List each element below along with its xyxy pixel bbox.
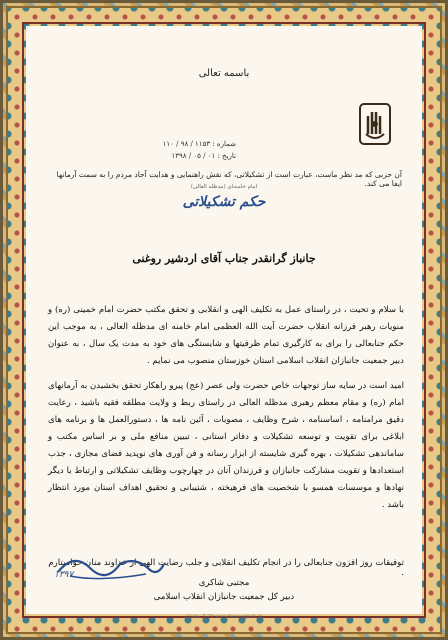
document-content xyxy=(26,26,422,620)
letter-meta xyxy=(86,138,236,162)
recipient-line: جانباز گرانقدر جناب آقای اردشیر روغنی xyxy=(132,252,316,265)
body-paragraph-1: با سلام و تحیت ، در راستای عمل به تکلیف الهی و انقلابی و تحقق مکتب حضرت امام خمینی (ره) و منویات رهبر فرزانه انقلاب حضرت آیت الله العظمی امام خامنه ای مدظله العالی ، به موجب این حکم جنابعالی را برای به کارگیری تمام ظرفیتها و شایستگی های خود به مدت یک سال ، به عنوان دبیر جمعیت جانبازان انقلاب اسلامی استان خوزستان منصوب می نمایم . xyxy=(48,305,404,366)
body-paragraph-2: امید است در سایه ساز توجهات خاص حضرت ولی عصر (عج) پیرو راهکار تحقق بخشیدن به آرمانهای امام (ره) و مقام معظم رهبری مدظله العالی در راستای ربط و ولایت مطلقه فقیه باشید ، رعایت دقیق مرامنامه ، اساسنامه ، شرح وظایف ، مصوبات ، آئین نامه ها ، دستورالعمل ها و برنامه های ابلاغی برای تقویت و توسعه تشکیلات و دفاتر استانی ، تبیین منافع ملی و بر اساس مکتب و ساماندهی تشکیلات ، بهره گیری شایسته از ابزار رسانه و فن آوری های نوپدید فضای مجازی ، جذب استعدادها و تقویت مشارکت جانبازان و فرزندان آنان در چهارچوب وظایف تشکیلاتی و ارتباط با دیگر نهادها و موسسات همسو با شخصیت های فرهیخته ، شتیبانی و تحقیق اهداف استان مورد انتظار باشد . xyxy=(48,381,404,510)
signature-year: ۱۳۹۷ xyxy=(54,570,74,580)
closing-line: توفیقات روز افزون جنابعالی را در انجام تکلیف انقلابی و جلب رضایت الهی از خداوند منان خواستارم . xyxy=(48,558,404,578)
footer-code: Code: 7-70 www.bovsaqnab.ir xyxy=(186,614,262,620)
leader-quote: آن حزبی که مد نظر ماست، عبارت است از تشکیلاتی، که نقش راهنمایی و هدایت آحاد مردم را به سمت آرمانها ایفا می کند. xyxy=(56,170,402,188)
document-title: حکم تشکیلاتی xyxy=(182,194,266,210)
letter-date: تاریخ : ۰۱ / ۰۵ / ۱۳۹۸ xyxy=(171,152,236,160)
signer-title: دبیر کل جمعیت جانبازان انقلاب اسلامی xyxy=(153,592,295,602)
letter-number: شماره : ۱۱۵۳ / ۹۸ / ۱۱۰ xyxy=(162,140,236,148)
letter-body xyxy=(48,302,404,522)
signer-name: مجتبی شاکری xyxy=(198,578,250,588)
bismillah-heading: باسمه تعالی xyxy=(198,68,250,79)
organization-logo xyxy=(354,100,396,150)
quote-source: امام خامنه‌ای (مدظله العالی) xyxy=(190,184,258,190)
